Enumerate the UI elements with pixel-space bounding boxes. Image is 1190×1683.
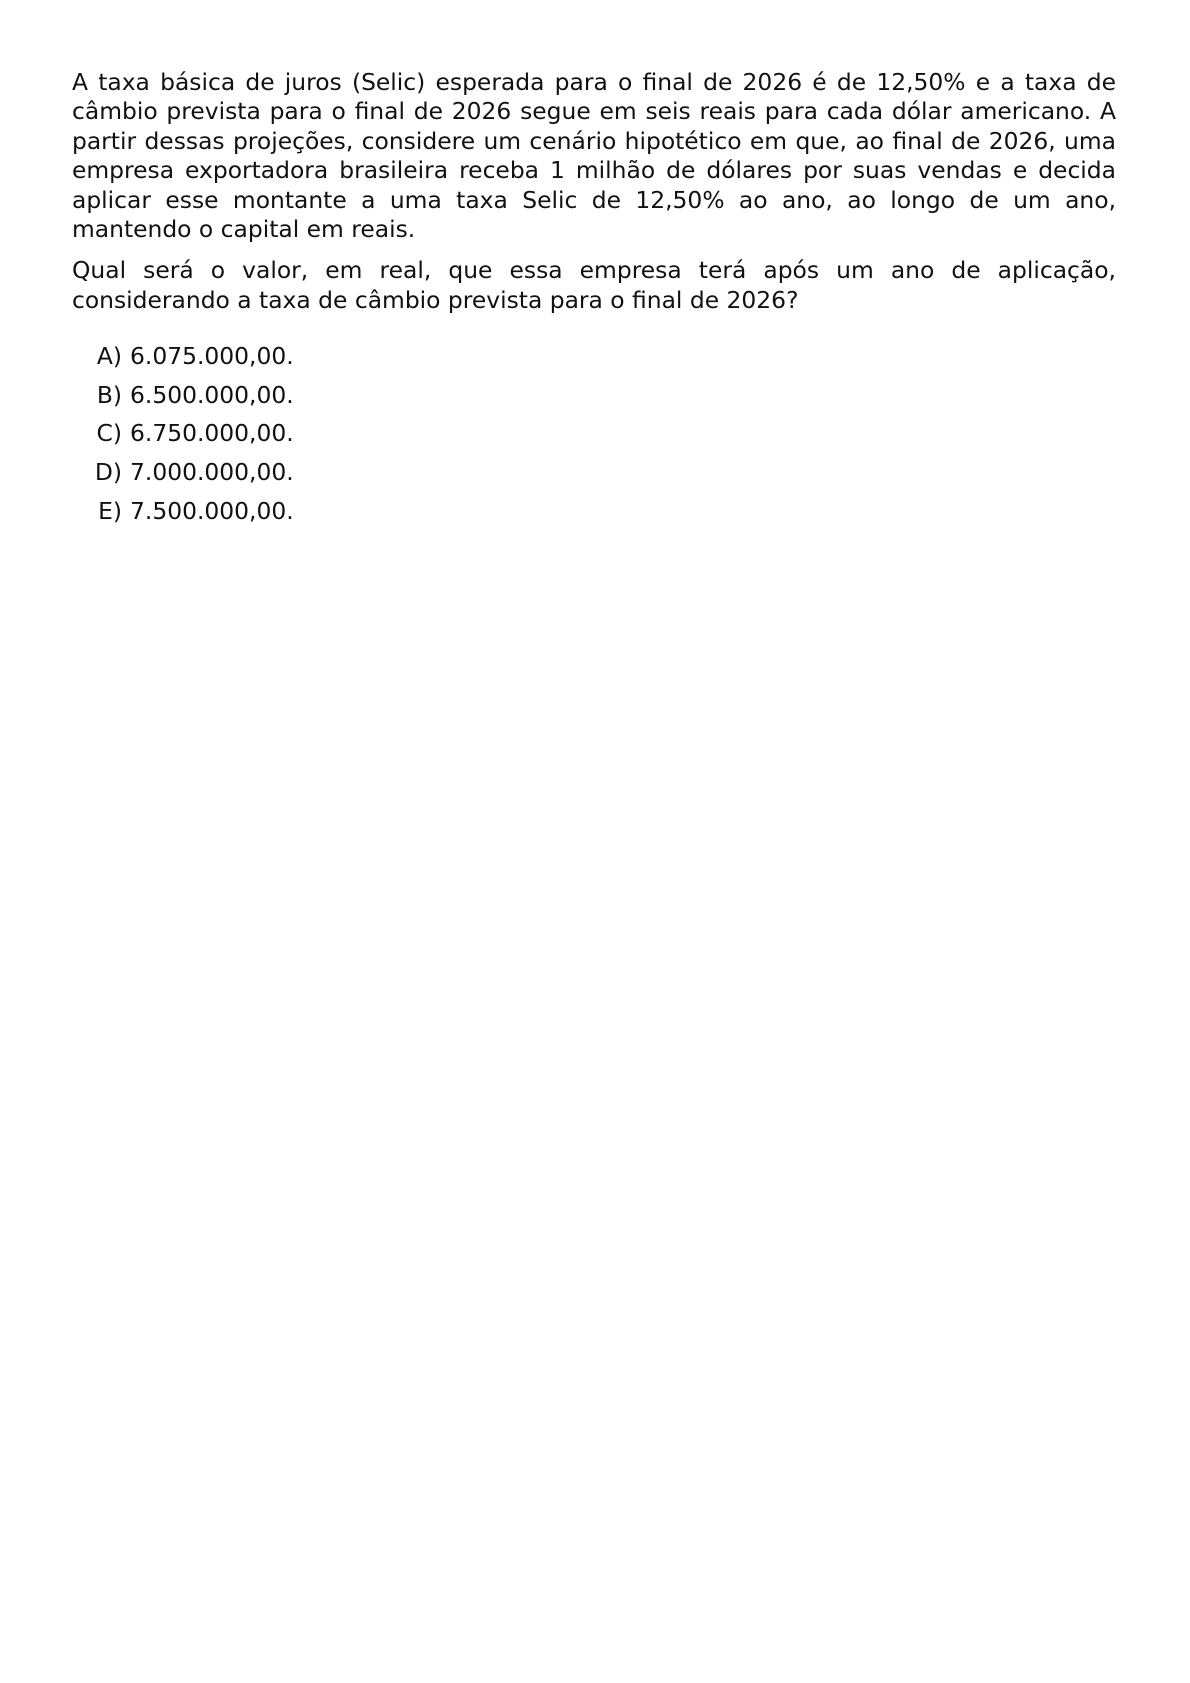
answer-option-d[interactable] <box>72 453 1116 492</box>
question-page <box>72 68 1116 530</box>
option-letter: D) <box>94 458 122 487</box>
option-text: 6.500.000,00. <box>130 380 294 409</box>
answer-option-c[interactable] <box>72 414 1116 453</box>
option-text: 7.000.000,00. <box>130 458 294 487</box>
answer-options-list <box>72 337 1116 530</box>
option-letter: A) <box>96 342 122 371</box>
option-letter: C) <box>96 419 122 448</box>
question-paragraph-context: A taxa básica de juros (Selic) esperada para o final de 2026 é de 12,50% e a taxa de câmbio prevista para o final de 2026 segue em seis reais para cada dólar americano. A partir dessas projeções, considere um cenário hipotético em que, ao final de 2026, uma empresa exportadora brasileira receba 1 milhão de dólares por suas vendas e decida aplicar esse montante a uma taxa Selic de 12,50% ao ano, ao longo de um ano, mantendo o capital em reais. <box>72 68 1116 244</box>
answer-option-a[interactable] <box>72 337 1116 376</box>
question-paragraph-prompt: Qual será o valor, em real, que essa empresa terá após um ano de aplicação, considerando a taxa de câmbio prevista para o final de 2026? <box>72 256 1116 314</box>
option-text: 7.500.000,00. <box>130 496 294 525</box>
option-text: 6.750.000,00. <box>130 419 294 448</box>
answer-option-b[interactable] <box>72 376 1116 415</box>
answer-option-e[interactable] <box>72 492 1116 531</box>
option-letter: B) <box>96 380 122 409</box>
option-letter: E) <box>98 496 122 525</box>
option-text: 6.075.000,00. <box>130 342 294 371</box>
